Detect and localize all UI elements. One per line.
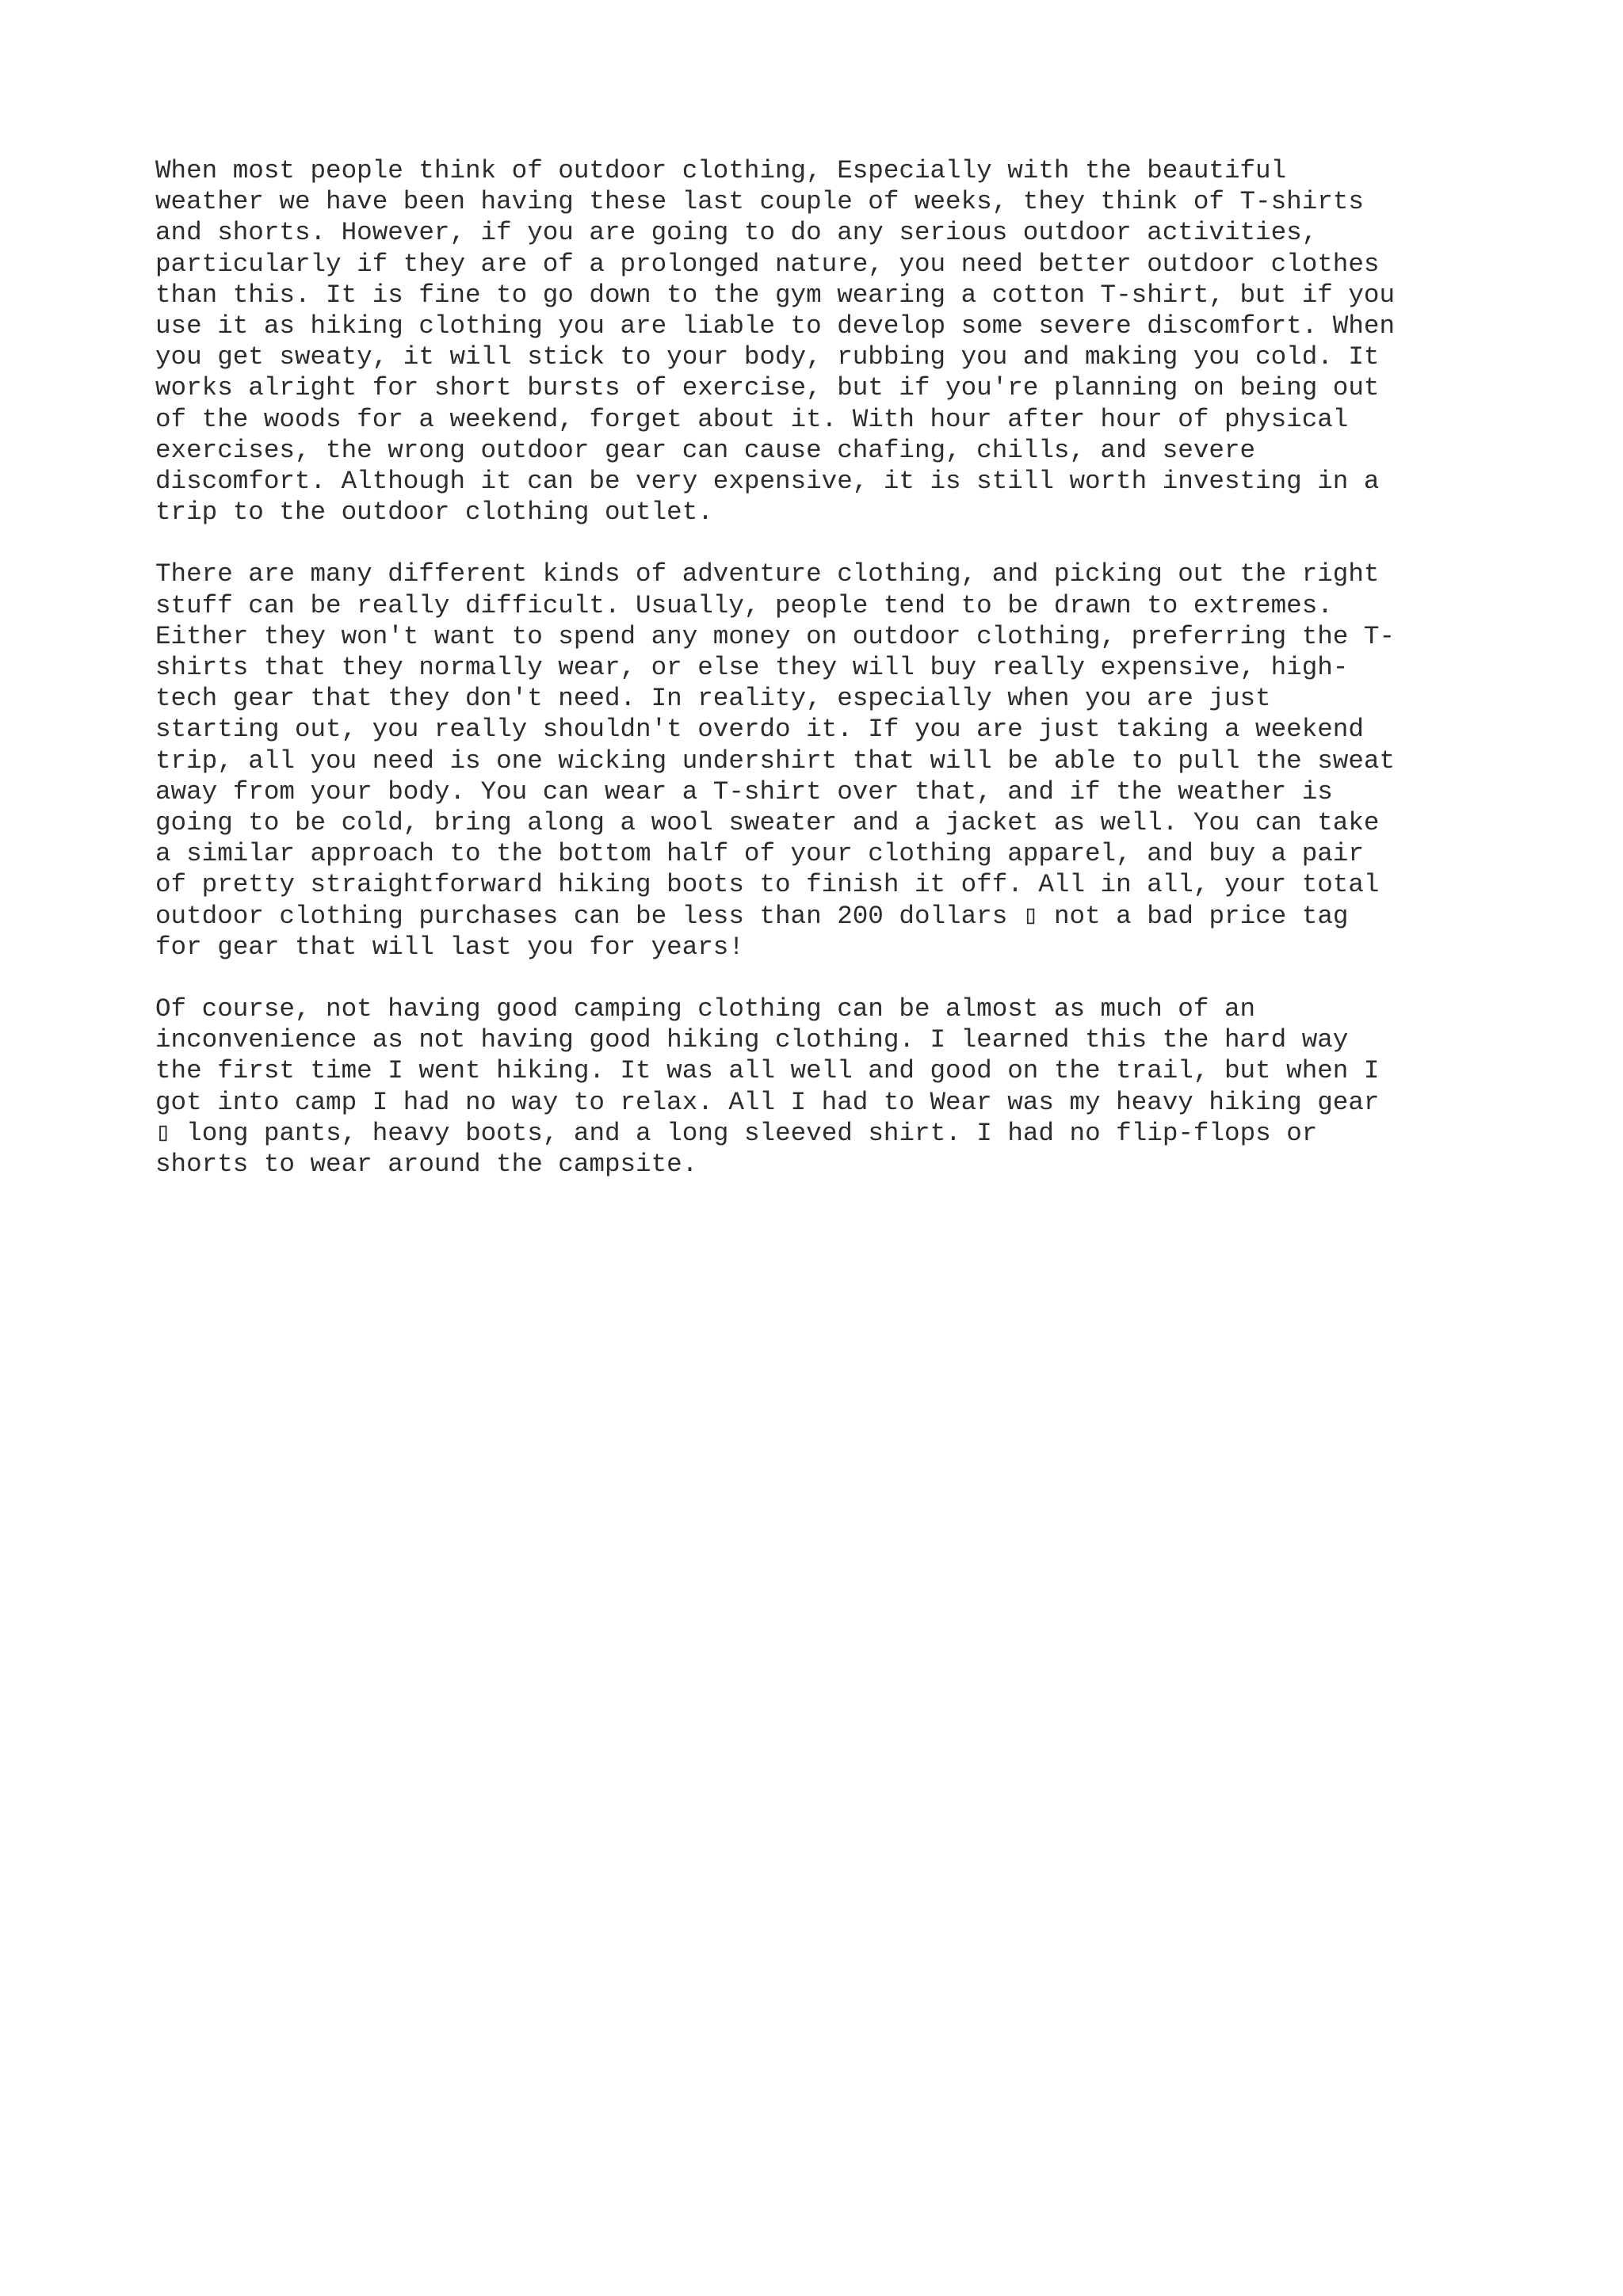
text-line: and shorts. However, if you are going to do any serious outdoor activities, <box>155 218 1318 248</box>
text-line: starting out, you really shouldn't overdo it. If you are just taking a weekend <box>155 715 1364 745</box>
text-line: tech gear that they don't need. In reality, especially when you are just <box>155 684 1271 714</box>
text-line: away from your body. You can wear a T-shirt over that, and if the weather is <box>155 776 1333 807</box>
text-line: There are many different kinds of adventure clothing, and picking out the right <box>155 559 1380 589</box>
text-line: particularly if they are of a prolonged nature, you need better outdoor clothes <box>155 249 1380 279</box>
text-line: Either they won't want to spend any money on outdoor clothing, preferring the T- <box>155 621 1396 651</box>
paragraph-2 <box>155 559 1503 962</box>
text-line: shirts that they normally wear, or else they will buy really expensive, high- <box>155 653 1349 682</box>
text-line: got into camp I had no way to relax. All I had to Wear was my heavy hiking gear <box>155 1087 1380 1117</box>
text-line: exercises, the wrong outdoor gear can cause chafing, chills, and severe <box>155 435 1256 465</box>
text-line: discomfort. Although it can be very expensive, it is still worth investing in a <box>155 466 1380 496</box>
text-line: ▯ long pants, heavy boots, and a long sleeved shirt. I had no flip-flops or <box>155 1118 1318 1148</box>
text-line: shorts to wear around the campsite. <box>155 1150 698 1179</box>
text-line: trip, all you need is one wicking undershirt that will be able to pull the sweat <box>155 746 1396 776</box>
text-line: Of course, not having good camping clothing can be almost as much of an <box>155 994 1256 1024</box>
text-line: than this. It is fine to go down to the gym wearing a cotton T-shirt, but if you <box>155 280 1396 310</box>
text-line: stuff can be really difficult. Usually, people tend to be drawn to extremes. <box>155 590 1333 620</box>
text-line: for gear that will last you for years! <box>155 932 744 962</box>
text-line: of pretty straightforward hiking boots to finish it off. All in all, your total <box>155 870 1380 900</box>
text-line: you get sweaty, it will stick to your body, rubbing you and making you cold. It <box>155 342 1380 372</box>
text-line: going to be cold, bring along a wool sweater and a jacket as well. You can take <box>155 807 1380 837</box>
text-line: trip to the outdoor clothing outlet. <box>155 498 713 528</box>
text-line: works alright for short bursts of exercise, but if you're planning on being out <box>155 373 1380 403</box>
text-line: outdoor clothing purchases can be less than 200 dollars ▯ not a bad price tag <box>155 901 1349 931</box>
text-line: a similar approach to the bottom half of your clothing apparel, and buy a pair <box>155 839 1364 869</box>
paragraph-1 <box>155 155 1503 528</box>
document-body <box>155 155 1503 1211</box>
text-line: the first time I went hiking. It was all well and good on the trail, but when I <box>155 1056 1380 1086</box>
text-line: use it as hiking clothing you are liable to develop some severe discomfort. When <box>155 311 1396 341</box>
text-line: When most people think of outdoor clothing, Especially with the beautiful <box>155 156 1287 185</box>
text-line: inconvenience as not having good hiking clothing. I learned this the hard way <box>155 1025 1349 1055</box>
text-line: weather we have been having these last couple of weeks, they think of T-shirts <box>155 187 1364 217</box>
paragraph-3 <box>155 994 1503 1180</box>
text-line: of the woods for a weekend, forget about it. With hour after hour of physical <box>155 404 1349 434</box>
